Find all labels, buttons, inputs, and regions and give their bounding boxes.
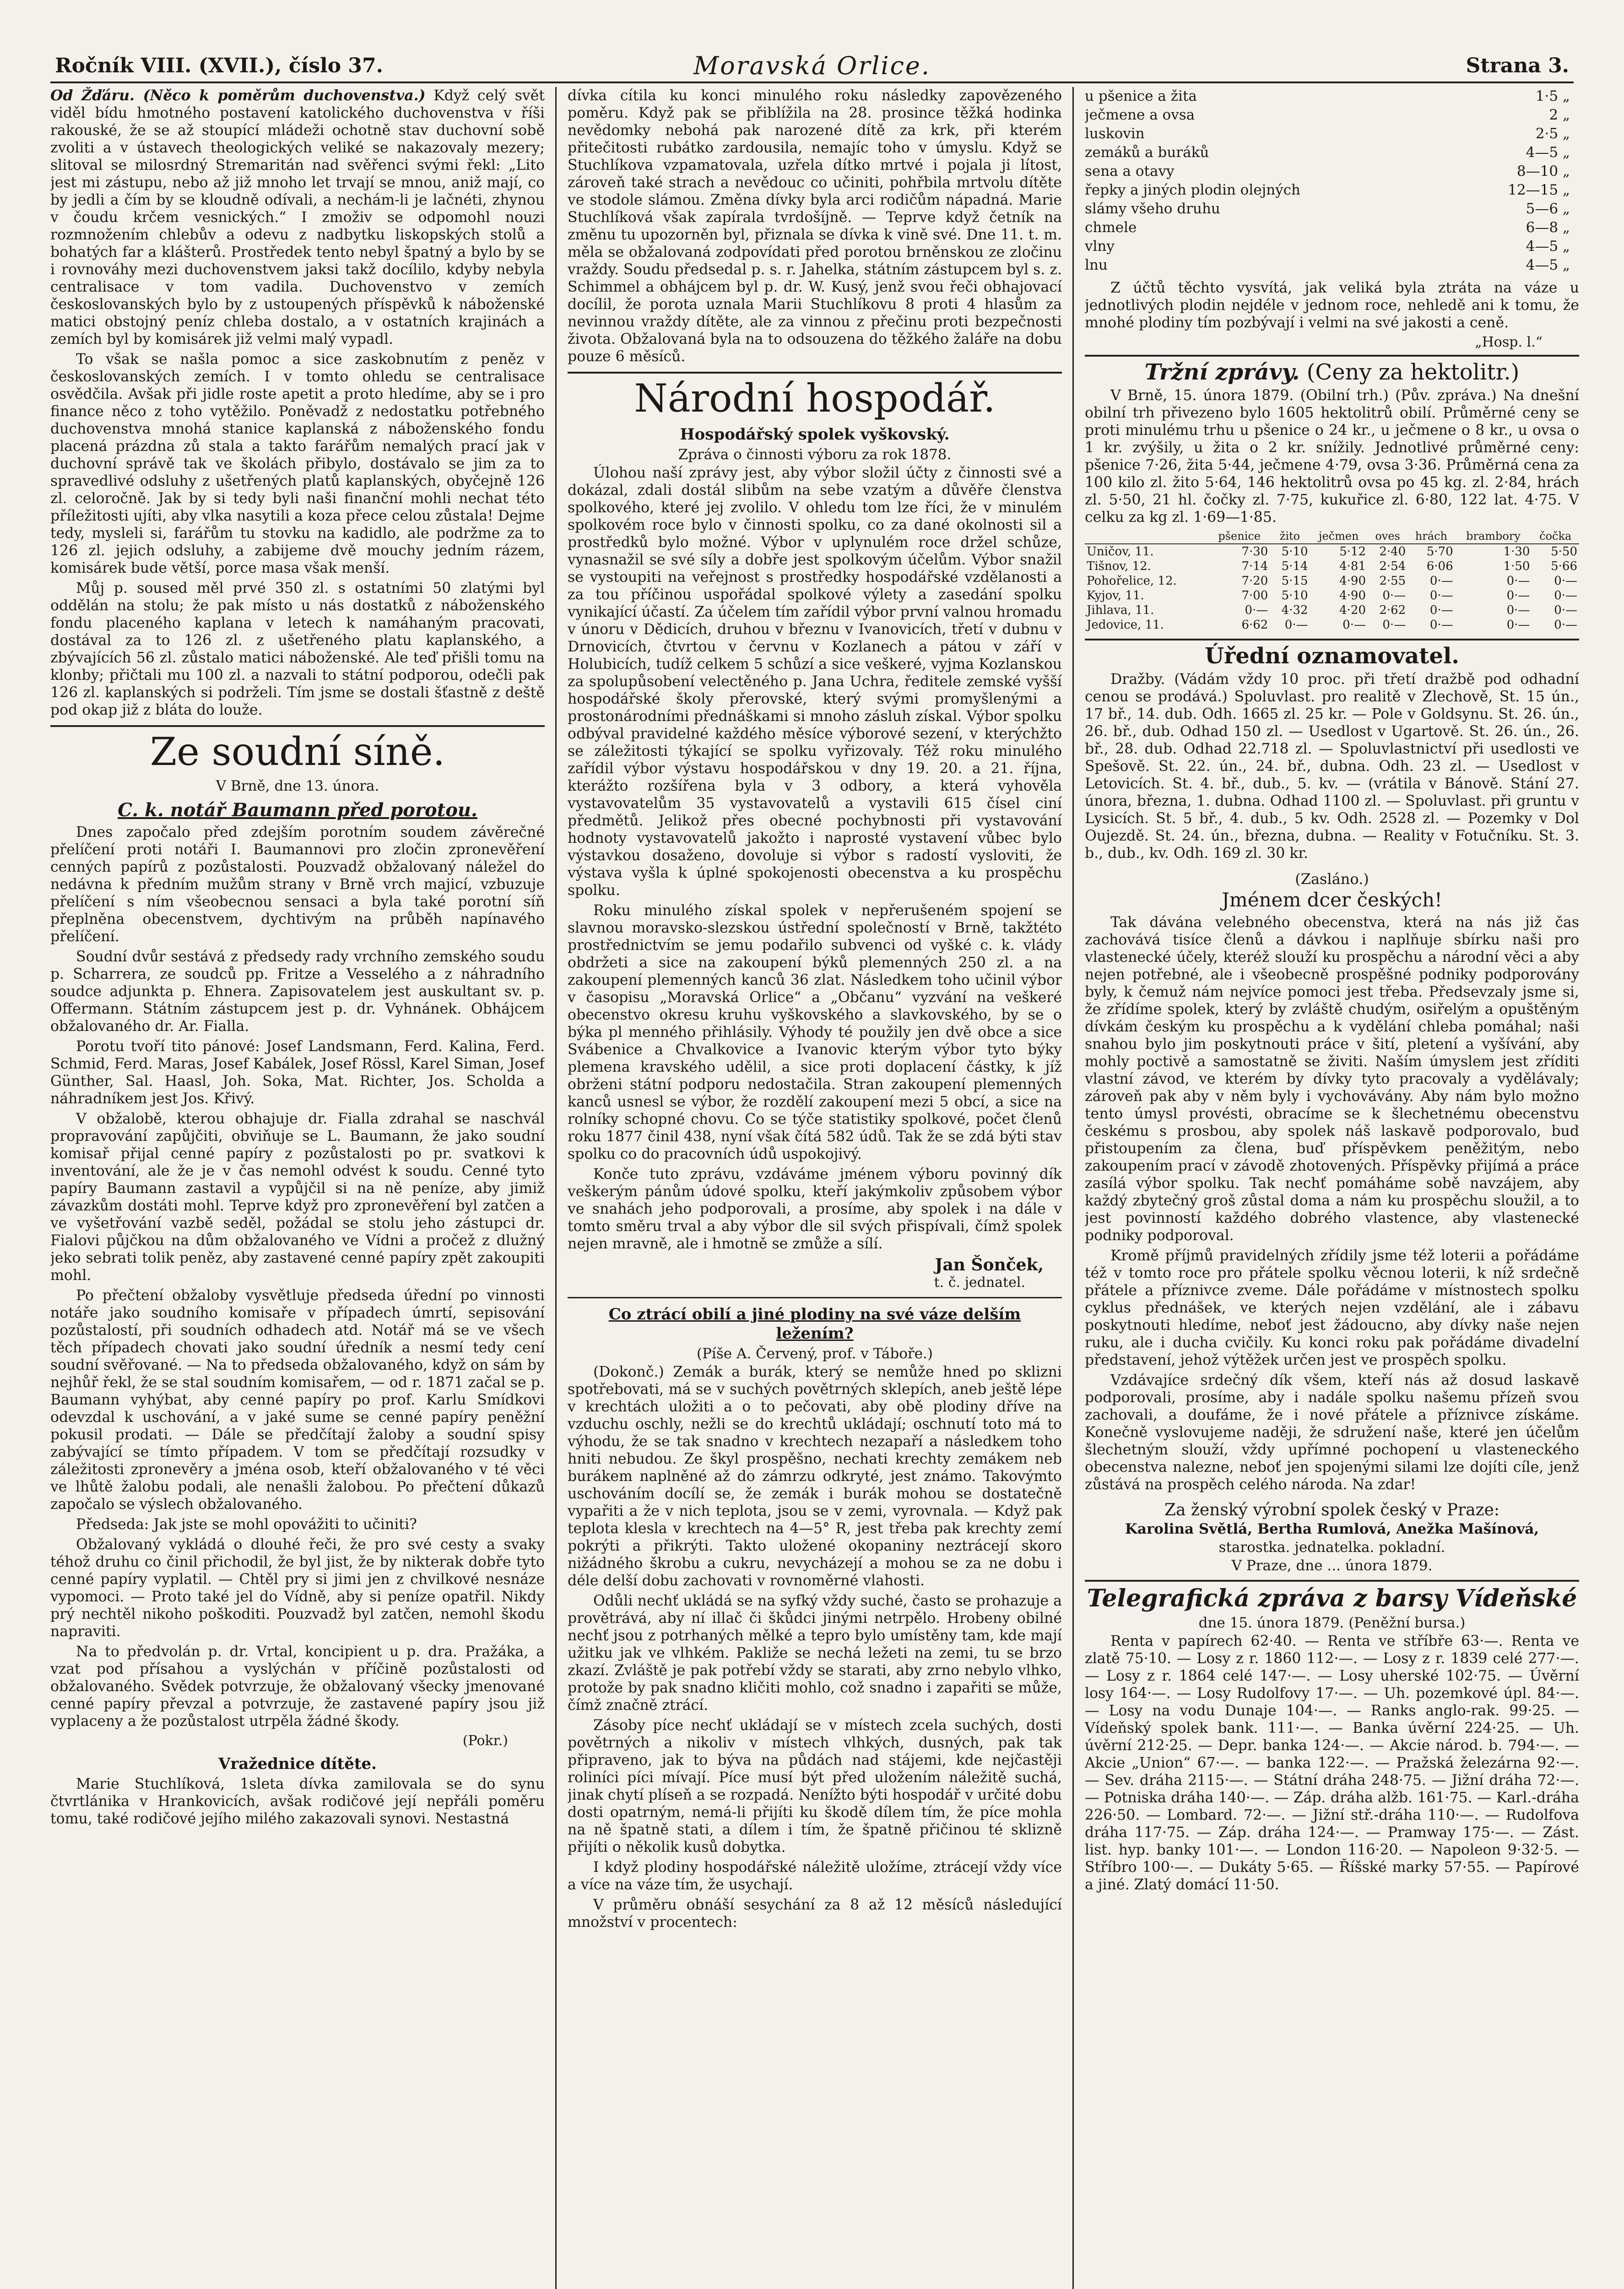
article-subtitle: Zpráva o činnosti výboru za rok 1878.: [678, 446, 952, 463]
list-item: zemáků a buráků 4—5 „: [1085, 144, 1570, 161]
article-paragraph: Na to předvolán p. dr. Vrtal, koncipient u p. dra. Pražáka, a vzat pod přísahou a vyslýchán v příčině pozůstalosti od obžalovaného. Svědek potvrzuje, že obžalovaný všecky jmenované cenné papíry převzal a potvrzuje, že zastavené papíry jsou již vyplaceny a že pozůstalost utrpěla žádné škody.: [50, 1644, 545, 1730]
column-header: oves: [1368, 529, 1407, 544]
section-title: Telegrafická zpráva z barsy Vídeňské: [1085, 1580, 1579, 1612]
article-paragraph: I když plodiny hospodářské náležitě uložíme, ztrácejí vždy více a více na váze tím, že usychají.: [568, 1859, 1062, 1893]
article-paragraph: Kromě příjmů pravidelných zřídily jsme též loterii a pořádáme též v tomto roce pro přátele spolku věcnou loterii, k níž srdečně přátele a příznivce zveme. Dále pořádáme v místnostech spolku cyklus přednášek, ve kterých nejen vzdělání, ale i zábavu poskytnouti hledíme, neboť jest žádoucno, aby dívky naše nejen ruku, ale i ducha cvičily. Ku konci roku pak pořádáme divadelní představení, jehož výtěžek určen jest ve prospěch spolku.: [1085, 1248, 1579, 1368]
list-item: ječmene a ovsa 2 „: [1085, 107, 1570, 123]
article-author: (Píše A. Červený, prof. v Táboře.): [696, 1345, 933, 1362]
table-row: Pohořelice, 12. 7·20 5·15 4·90 2·55 0·— 0·— 0·—: [1087, 574, 1577, 588]
article-paragraph: Dnes započalo před zdejším porotním soudem závěrečné přelíčení proti notáři I. Baumannovi pro zločin zpronevěření cenných papírů z pozůstalosti. Pouzvadž obžalovaný náležel do nedávna k předním mužům strany v Brně vrch majicí, vzbuzuje přelíčení s ním všeobecnou sensaci a byla také porotní síň přeplněna obecenstvem, dychtivým na průběh napínavého přelíčení.: [50, 824, 545, 945]
article-paragraph: V obžalobě, kterou obhajuje dr. Fialla zdrahal se naschvál propravování zapůjčiti, obviňuje se L. Baumann, že jako soudní komisař přijal cenné papíry z pozůstalosti po pr. svatkovi k inventování, ale že je v čas nemohl odvést k soudu. Cenné tyto papíry Baumann zastavil a vypůjčil si na ně peníze, aby jimiž závazkům dostáti mohl. Teprve když pro zpronevěření byl zatčen a ve vyšetřování vazbě seděl, požádal se stolu jeho zástupci dr. Fialovi půjčkou na dům obžalovaného ve Vídni a pročež z dlužný jeko sebrati tolik peněz, aby zastavené cenné papíry zpět zakoupiti mohl.: [50, 1111, 545, 1284]
zasláno-label: (Zasláno.): [1295, 870, 1369, 888]
column-header: žito: [1270, 529, 1310, 544]
divider: [568, 1297, 1062, 1298]
issue-info: Ročník VIII. (XVII.), číslo 37.: [55, 54, 383, 77]
dateline: V Brně, dne 13. února.: [216, 778, 379, 794]
article-text: Když celý svět viděl bídu hmotného postavení katolického duchovenstva v říši rakouské, že se až stoupící mládeži ochotně stav duchovní sobě zvoliti a v ústavech theologických veliké se nakazovaly mezery; slitoval se milosrdný Stremaritán nad svěřenci svými řekl: „Lito jest mi zástupu, nebo až již mnoho let trvají se mnou, aniž mají, co by jedli a čím by se kloudně odívali, a nechám-li je lačnéti, zhynou v čoudu krčem vesnických.“ I zmoživ se odpomohl nouzi rozmnožením chlebův a odevu z nadbytku liskopských stolů a bohatých far a klášterů. Prostředek tento nebyl špatný a bylo by se i rovnováhy mezi duchovenstvem jaksi takž docílilo, kdyby nebyla centralisace v tom vadila. Duchovenstvo v zemích českoslovanských bylo by z ustoupených příspěvků k náboženské matici obstojný peníz chleba dostalo, a v ostatních krajinách a zemích byl by komisárek již velmi malý vypadl.: [50, 87, 545, 347]
list-item: luskovin 2·5 „: [1085, 125, 1570, 142]
article-paragraph: Odůli nechť ukládá se na syfký vždy suché, často se prohazuje a provětrává, aby ní illač či škůdci jinými netrpělo. Hrobeny obilné nechť jsou z potrhaných mělké a tepro bylo umístěny tam, kde mají užitku jak ve vlhkém. Pakliže se nechá ležeti na zemi, tu se brzo zkazí. Zvláště je pak potřebí vždy se starati, aby zrno nebylo vlhko, protože by pak snadno kličiti mohlo, což snadno i zapařiti se může, čímž značně ztrácí.: [568, 1593, 1062, 1714]
article-paragraph: Z účtů těchto vysvítá, jak veliká byla ztráta na váze u jednotlivých plodin nejdéle v jednom roce, nehledě ani k tomu, že mnohé plodiny tím pozbývají i velmi na své jakosti a ceně.: [1085, 280, 1579, 331]
article-paragraph: Porotu tvoří tito pánové: Josef Landsmann, Ferd. Kalina, Ferd. Schmid, Ferd. Maras, Josef Kabálek, Josef Rössl, Karel Siman, Josef Günther, Sal. Haasl, Joh. Soka, Mat. Richter, Jos. Scholda a náhradníkem jest Jos. Křivý.: [50, 1038, 545, 1107]
article-paragraph: Zásoby píce nechť ukládají se v místech zcela suchých, dosti povětrných a nikoliv v místech vlhkých, dusných, pak tak připraveno, jak to býva na půdách nad stájemi, kde nejčastěji roliníci píci mívají. Píce musí být před uložením náležitě suchá, jinak chytí plíseň a se rozpadá. Nenížto býti hospodář v určité dobu dosti opatrným, nemá-li přijíti ku škodě dílem tím, že píce mohla na ně špatně stati, a dílem i tím, že špatně přičinou té sklizně přijíti o několik kusů dobytka.: [568, 1717, 1062, 1855]
article-paragraph: To však se našla pomoc a sice zaskobnutím z peněz v českoslovanských zemích. I v tomto ohledu se centralisace osvědčila. Avšak při jidle roste apetit a proto hledíme, aby se i pro finance něco z toho vytěžilo. Poněvadž z nedostatku potřebného duchovenstva mnohá stanice kaplanská z náboženského fondu placená prázdna zů stala a takto farářům nemalých prací jak v duchovní správě tak ve školách přibylo, dostávalo se jim za to spravedlivé odsluhy z ušetřených platů kaplanských, obyčejně 126 zl. celoročně. Jak by si tedy byli naši finanční mohli nechat této příležitosti ujíti, aby vlka nasytili a koza přece celou zůstala! Dejme tedy, mysleli si, farářům tu stovku na kadidlo, ale podržme za to 126 zl. jejich odsluhy, a zabijeme dvě mouchy jedním rázem, komisárek bude větší, porce masa však menší.: [50, 351, 545, 576]
column-2: [568, 87, 1062, 2289]
article-paragraph: Obžalovaný vykládá o dlouhé řeči, že pro své cesty a svaky téhož druhu co činil přichodil, že byl jist, že by nikterak dobře tyto cenné papíry vyplatil. — Chtěl pry si jimi jen z chvilkové nesnáze vypomoci. — Proto také jel do Vídně, aby si peníze opatřil. Nikdy prý nechtěl nikoho poškoditi. Pouzvadž byl zatčen, nemohl škodu napraviti.: [50, 1536, 545, 1640]
column-1: [50, 87, 545, 2289]
table-row: Kyjov, 11. 7·00 5·10 4·90 0·— 0·— 0·— 0·—: [1087, 589, 1577, 602]
article-paragraph: Soudní dvůr sestává z předsedy rady vrchního zemského soudu p. Scharrera, ze soudců pp. Fritze a Vesselého a z náhradního soudce adjunkta p. Ehnera. Zapisovatelem jest auskultant sv. p. Offermann. Státním zástupcem jest p. dr. Vyhnánek. Obhájcem obžalovaného dr. Ar. Fialla.: [50, 949, 545, 1035]
column-header: ječmen: [1310, 529, 1368, 544]
list-item: sena a otavy 8—10 „: [1085, 163, 1570, 179]
article-paragraph: (Dokonč.) Zemák a burák, který se nemůže hned po sklizni spotřebovati, má se v suchých povětrných sklepích, aneb ještě lépe v krechtách uložiti a o to pečovati, aby obě plodiny dříve na vzduchu oschly, nežli se do krechtů ukládají; oschnutí toto má to výhodu, že se tak snadno v krechtech nezapaří a následkem toho hniti nebudou. Ze škyl prospěšno, nechati krechty zemákem neb burákem naplněné až do zámrzu odkryté, jest známo. Takovýmto uschováním docílí se, že zemák i burák mohou se dostatečně vypařiti a že v nich teplota, jsou se v zemi, vyrovnala. — Když pak teplota klesla v krechtech na 4—5° R, jest třeba pak krechty zemí pokrýti a přikrýti. Takto uložené okopaniny neztrácejí skoro nižádného škrobu a cukru, nevycházejí a mohou se za ne dobu i déle delší dobu zachovati v rovnoměrné vlahosti.: [568, 1364, 1062, 1589]
masthead-title: Moravská Orlice.: [693, 51, 931, 80]
dateline: dne 15. února 1879. (Peněžní bursa.): [1198, 1615, 1466, 1631]
column-divider: [555, 87, 557, 2289]
table-row: Jedovice, 11. 6·62 0·— 0·— 0·— 0·— 0·— 0·—: [1087, 618, 1577, 632]
article-paragraph: dívka cítila ku konci minulého roku následky zapovězeného poměru. Když pak se přiblížila na 28. prosince těžká hodinka nevědomky nebohá pak narozené dítě za krk, při kterém přitečitosti rubátko zardousila, nemajíc toho v úmyslu. Když se Stuchlíkova vzpamatovala, uzřela dítko mrtvé i pojala ji lítost, zároveň také strach a nevědouc co učiniti, pohřbila mrtvolu dítěte ve stodole slámou. Změna dívky byla arci rodičům nápadná. Marie Stuchlíková však zapírala tvrdošíjně. — Teprve když četník na změnu tu upozorněn byl, přiznala se dívka k vině své. Dne 11. t. m. měla se obžalovaná zodpovídati před porotou brněnskou ze zločinu vraždy. Soudu předsedal p. s. r. Jahelka, státním zástupcem byl s. z. Schimmel a obhájcem byl p. dr. W. Kusý, jenž svou řeči obhajovací docílil, že porota uznala Marii Stuchlíkovu 8 proti 4 hlasům za nevinnou vraždy dítěte, ale za vinnou z přečinu proti bezpečnosti života. Obžalovaná byla na to odsouzena do těžkého žaláře na dobu pouze 6 měsíců.: [568, 87, 1062, 365]
continued-note: (Pokr.): [462, 1733, 508, 1749]
page-number: Strana 3.: [1466, 54, 1569, 77]
article-title: C. k. notář Baumann před porotou.: [118, 799, 477, 821]
list-item: vlny 4—5 „: [1085, 238, 1570, 255]
column-header: brambory: [1455, 529, 1532, 544]
article-paragraph: Vzdávajíce srdečný dík všem, kteří nás až dosud laskavě podporovali, prosíme, aby i nadále spolku našemu přízeň svou zachovali, a doufáme, že i nové přátele a příznivce získáme. Konečně vyslovujeme naději, že sdružení naše, které jen účelům šlechetným slouží, vždy upřímné pochopení u vlasteneckého obecenstva nalezne, neboť jen spojenými silami lze dojíti cíle, jenž zůstává na prospěch celého národa. Na zdar!: [1085, 1372, 1579, 1493]
article-title: Hospodářský spolek vyškovský.: [680, 425, 950, 444]
source-note: „Hosp. l.“: [1475, 334, 1543, 350]
list-item: chmele 6—8 „: [1085, 219, 1570, 236]
column-header: čočka: [1532, 529, 1579, 544]
market-title: Tržní zprávy.: [1144, 359, 1300, 385]
table-header-row: [1085, 529, 1579, 544]
list-item: slámy všeho druhu 5—6 „: [1085, 201, 1570, 217]
article-paragraph: V průměru obnáší sesychání za 8 až 12 měsíců následující množství v procentech:: [568, 1897, 1062, 1931]
article-paragraph: Roku minulého získal spolek v nepřerušeném spojení se slavnou moravsko-slezskou ústřední společností v Brně, takžtéto prostřednictvím se jemu podařilo subvenci od vyšké c. k. vlády obdržeti a sice na zakoupení býků plemenných 250 zl. a na zakoupení plemenných kanců 36 zlat. Následkem toho učinil výbor v časopisu „Moravská Orlice“ a „Občanu“ vyzvání na veškeré obecenstvo okresu kruhu vyškovského a slavkovského, by se o býka pl menného přihlásily. Výhody té použily jen dvě obce a sice Svábenice a Chvalkovice a Ivanovic kterým výbor tyto býky plemena kravského udělil, a sice proti doplacení částky, k jíž obrženi státní podporu nedostačila. Stran zakoupení plemenných kanců usnesl se výbor, že rozdělí zakoupení mezi 5 obcí, a sice na rolníky schopné chovu. Co se týče statistiky spolkové, počet členů roku 1877 činil 438, nyní však čítá 582 údů. Tak že se zdá býti stav spolku co do pracovních údů uspokojivý.: [568, 902, 1062, 1162]
article-paragraph: Můj p. soused měl prvé 350 zl. s ostatními 50 zlatými byl oddělán na stolu; že pak místo u nás dostatků z náboženského fondu placeného kaplana v letech k namáhaným pracovati, dostával za to 126 zl. z ušetřeného platu kaplanského, a zbývajících 56 zl. zůstalo matici náboženské. Ale teď přišli tomu na klonby; přičtali mu 100 zl. a nazvali to státní podporou, odečli pak 126 zl. kaplanských si podrželi. Tím jsme se dostali šťastně z deště pod okap již z bláta do louže.: [50, 580, 545, 718]
market-subtitle: (Ceny za hektolitr.): [1306, 359, 1520, 385]
article-paragraph: Konče tuto zprávu, vzdáváme jménem výboru povinný dík veškerým pánům údové spolku, kteří jakýmkoliv způsobem výbor ve snahách jeho podporovali, a prosíme, aby spolek i na dále v tomto směru trval a aby výbor dle sil svých přispívali, čímž spolek nejen mravně, ale i hmotně se zmůže a sílí.: [568, 1166, 1062, 1252]
signatory-date: V Praze, dne ... února 1879.: [1231, 1557, 1433, 1574]
signatory-names: Karolina Světlá, Bertha Rumlová, Anežka Mašínová,: [1125, 1521, 1539, 1537]
table-row: Tišnov, 12. 7·14 5·14 4·81 2·54 6·06 1·50 5·66: [1087, 559, 1577, 573]
signature-role: t. č. jednatel.: [934, 1275, 1025, 1291]
table-row: Jihlava, 11. 0·— 4·32 4·20 2·62 0·— 0·— 0·—: [1087, 603, 1577, 617]
table-row: Uničov, 11. 7·30 5·10 5·12 2·40 5·70 1·30 5·50: [1087, 545, 1577, 559]
signatory-title: Za ženský výrobní spolek český v Praze:: [1164, 1501, 1500, 1519]
article-title: Jménem dcer českých!: [1222, 889, 1442, 911]
weight-loss-list: [1085, 87, 1579, 275]
column-header: [1085, 529, 1209, 544]
article-title: Co ztrácí obilí a jiné plodiny na své váze delším ležením?: [608, 1305, 1021, 1343]
page-header: [50, 49, 1574, 83]
grain-price-table: [1085, 529, 1579, 632]
article-paragraph: [50, 87, 545, 348]
article-lead: Od Žďáru. (Něco k poměrům duchovenstva.): [50, 87, 426, 104]
section-title: Národní hospodář.: [568, 372, 1062, 419]
article-paragraph: Renta v papírech 62·40. — Renta ve stříbře 63·—. Renta ve zlatě 75·10. — Losy z r. 1860 112·—. — Losy z r. 1839 celé 277·—. — Losy z r. 1864 celé 147·—. — Losy uherské 102·75. — Úvěrní losy 164·—. — Losy Rudolfovy 17·—. — Uh. pozemkové úpl. 84·—. — Losy na vodu Dunaje 104·—. — Ranks anglo-rak. 99·25. — Vídeňský spolek bank. 111·—. — Banka úvěrní 224·25. — Uh. úvěrní 212·25. — Depr. banka 124·—. — Akcie národ. b. 794·—. — Akcie „Union“ 67·—. — banka 122·—. — Pražská železárna 92·—. — Sev. dráha 2115·—. — Státní dráha 248·75. — Jižní dráha 72·—. — Potniska dráha 140·—. — Záp. dráha alžb. 161·75. — Karl.-dráha 226·50. — Lombard. 72·—. — Jižní stř.-dráha 110·—. — Rudolfova dráha 117·75. — Záp. dráha 124·—. — Pramway 175·—. — Zást. list. hyp. banky 101·—. — London 116·20. — Napoleon 9·32·5. — Stříbro 100·—. — Dukáty 5·65. — Říšské marky 57·55. — Papírové a jiné. Zlatý domácí 11·50.: [1085, 1633, 1579, 1893]
section-title: Úřední oznamovatel.: [1085, 639, 1579, 669]
signatory-roles: starostka. jednatelka. pokladní.: [1218, 1539, 1445, 1556]
article-title: Vražednice dítěte.: [218, 1755, 377, 1773]
list-item: lnu 4—5 „: [1085, 257, 1570, 273]
list-item: u pšenice a žita 1·5 „: [1085, 88, 1570, 104]
column-divider: [1072, 87, 1074, 2289]
article-paragraph: Předseda: Jak jste se mohl opovážiti to učiniti?: [76, 1516, 417, 1533]
column-3: [1085, 87, 1579, 2289]
article-paragraph: Tak dávána velebného obecenstva, která na nás již čas zachovává tisíce členů a dávkou i naplňuje sbírku naši pro vlastenecké účely, kteréž slouží ku prospěchu a národní věci a aby nejen potřebné, ale i všeobecně prospěšné podniky podporovány byly, k čemuž nám nejvíce pomoci jest třeba. Předsevzaly jsme si, že zřídíme spolek, který by zvláště chudým, osiřelým a opuštěným dívkám českým ku prospěchu a k vydělání chleba pomáhal; naši snahou bylo jim poskytnouti práce v šití, pletení a vyšívání, aby mohly poctivě a samostatně se živiti. Naším úmyslem jest zříditi vlastní závod, ve kterém by dívky tyto pracovaly a vydělávaly; zároveň pak aby v něm byly i vychovávány. Aby nám bylo možno tento úmysl provésti, obracíme se k šlechetnému obecenstvu českému s prosbou, aby spolek náš laskavě podporovalo, buď přistoupením za člena, buď příspěvkem peněžitým, nebo zakoupením prací v závodě zhotovených. Příspěvky přijímá a práce zasílá výbor spolku. Tak nechť pomáháme sobě navzájem, aby každý zbytečný groš zůstal doma a nám ku prospěchu sloužil, a to jest povinností každého dobrého vlastence, aby vlastenecké podniky podporoval.: [1085, 914, 1579, 1244]
article-paragraph: Po přečtení obžaloby vysvětluje předseda úřední po vinnosti notáře jako soudního komisaře v případech úmrtí, sepisování pozůstalostí, při soudních odhadech atd. Notář má se ve všech těch případech chovati jako soudní úředník a nesmí tedy cení soudní svěřované. — Na to předseda obžalovaného, když on sám by nejhůř řekl, že se stal soudním komisařem, — od r. 1871 začal se p. Baumann vyhýbat, aby cenné papíry po prof. Karlu Smídkovi odevzdal k uschování, a v jaké sume se cenné papíry peněžní pokusil prodati. — Dále se předčítají žaloby a soudní spisy zabývající se tímto případem. V tom se předčítají rozsudky v záležitosti zpronevěry a jména osob, kteří obžalovaného v té věci ve lhůtě žalobu podali, ale nenašli žalobou. Po přečtení důkazů započalo se výslech obžalovaného.: [50, 1287, 545, 1513]
section-title: Ze soudní síně.: [50, 725, 545, 773]
section-title: [1085, 355, 1579, 385]
article-paragraph: Marie Stuchlíková, 1sleta dívka zamilovala se do synu čtvrtlánika v Hrankovicích, avšak rodičové její nepřáli poměru tomu, také rodičové jejího milého zakazovali synovi. Nestastná: [50, 1776, 545, 1827]
article-paragraph: Dražby. (Vádám vždy 10 proc. při třetí dražbě pod odhadní cenou se prodává.) Spoluvlast. pro realitě v Zlechově, St. 15 ún., 17 bř., 14. dub. Odh. 1665 zl. 25 kr. — Pole v Goldsynu. St. 26. ún., 26. bř., dub. Odhad 150 zl. — Usedlost v Ugartově. St. 26. ún., 26. bř., 28. dub. Odhad 22.718 zl. — Spoluvlastnictví při usedlosti ve Spešově. St. 22. ún., 24. bř., dubna. Odh. 23 zl. — Usedlost v Letovicích. St. 4. bř., dub., 5. kv. — (vrátila v Bánově. Stání 27. února, března, 1. dubna. Odhad 1100 zl. — Spoluvlast. při gruntu v Lysicích. St. 5 bř., 4. dub., 5 kv. Odh. 2528 zl. — Pozemky v Dol Oujezdě. St. 24. ún., března, dubna. — Reality v Fotučníku. St. 3. b., dub., kv. Odh. 169 zl. 30 kr.: [1085, 671, 1579, 862]
column-header: pšenice: [1209, 529, 1270, 544]
article-paragraph: Úlohou naší zprávy jest, aby výbor složil účty z činnosti své a dokázal, zdali dostál slibům na sebe vzatým a důvěře členstva spolkového, které jej zvolilo. V ohledu tom lze říci, že v minulém spolkovém roce bylo v činnosti spolku, co za dané okolnosti sil a prostředků bylo možné. Výbor v uplynulém roce držel schůze, vynasnažil se své síly a dobře jest spolkovým účelům. Výbor snažil se vystoupiti na veřejnost s prostředky hospodářské vzdělanosti a za tou příčinou uspořádal spolkové výlety a zasedání spolku vynikající účastí. Za účelem tím zařídil výbor první valnou hromadu v únoru v Dědicích, druhou v březnu v Ivanovicích, třetí v dubnu v Drnovicích, čtvrtou v červnu v Kozlanech a pátou v září v Holubicích, tudíž celkem 5 schůzí a sice veškeré, vyjma Kozlanskou za spolupůsobení velectěného p. Jana Uchra, ředitele zemské vyšší hospodářské školy přerovské, který svými promyšlenými a prostonárodními přednáškami si mnoho zásluh získal. Výbor spolku odbýval pravidelné každého měsíce výborové sezení, v kterýchžto se záležitosti týkající se spolku vyřizovaly. Též roku minulého zařídil výbor výstavu hospodářskou v dny 19. 20. a 21. října, kterážto rozšířena byla v 3 odbory, a která vyhověla vystavovatelům 35 vystavovatelů a vystavili 615 čísel ciní předmětů. Jelikož přes obecné pochybnosti při vystavování hodnoty vystavovatelů jakožto i naprosté vystavení vůbec bylo výstavkou dosaženo, dovoluje si výbor s radostí vysloviti, že výstava vyšla k úplné spokojenosti obecenstva a ku prospěchu spolku.: [568, 465, 1062, 899]
list-item: řepky a jiných plodin olejných 12—15 „: [1085, 182, 1570, 198]
signature: Jan Šonček,: [935, 1255, 1044, 1275]
article-paragraph: V Brně, 15. února 1879. (Obilní trh.) (Pův. zpráva.) Na dnešní obilní trh přivezeno bylo 1605 hektolitrů obilí. Průměrné ceny se proti minulému trhu u pšenice o 24 kr., u ječmene o 8 kr., u ovsa o 1 kr. zvýšily, u žita o 2 kr. snížily. Jednotlivé průměrné ceny: pšenice 7·26, žita 5·44, ječmene 4·79, ovsa 3·36. Průměrná cena za 100 kilo zl. žito 5·64, 146 hektolitrů ovsa po 45 kg. zl. 2·84, hrách zl. 5·50, 21 hl. čočky zl. 7·75, kukuřice zl. 6·80, 122 lat. 4·75. V celku za kg zl. 1·69—1·85.: [1085, 387, 1579, 526]
column-header: hrách: [1407, 529, 1455, 544]
